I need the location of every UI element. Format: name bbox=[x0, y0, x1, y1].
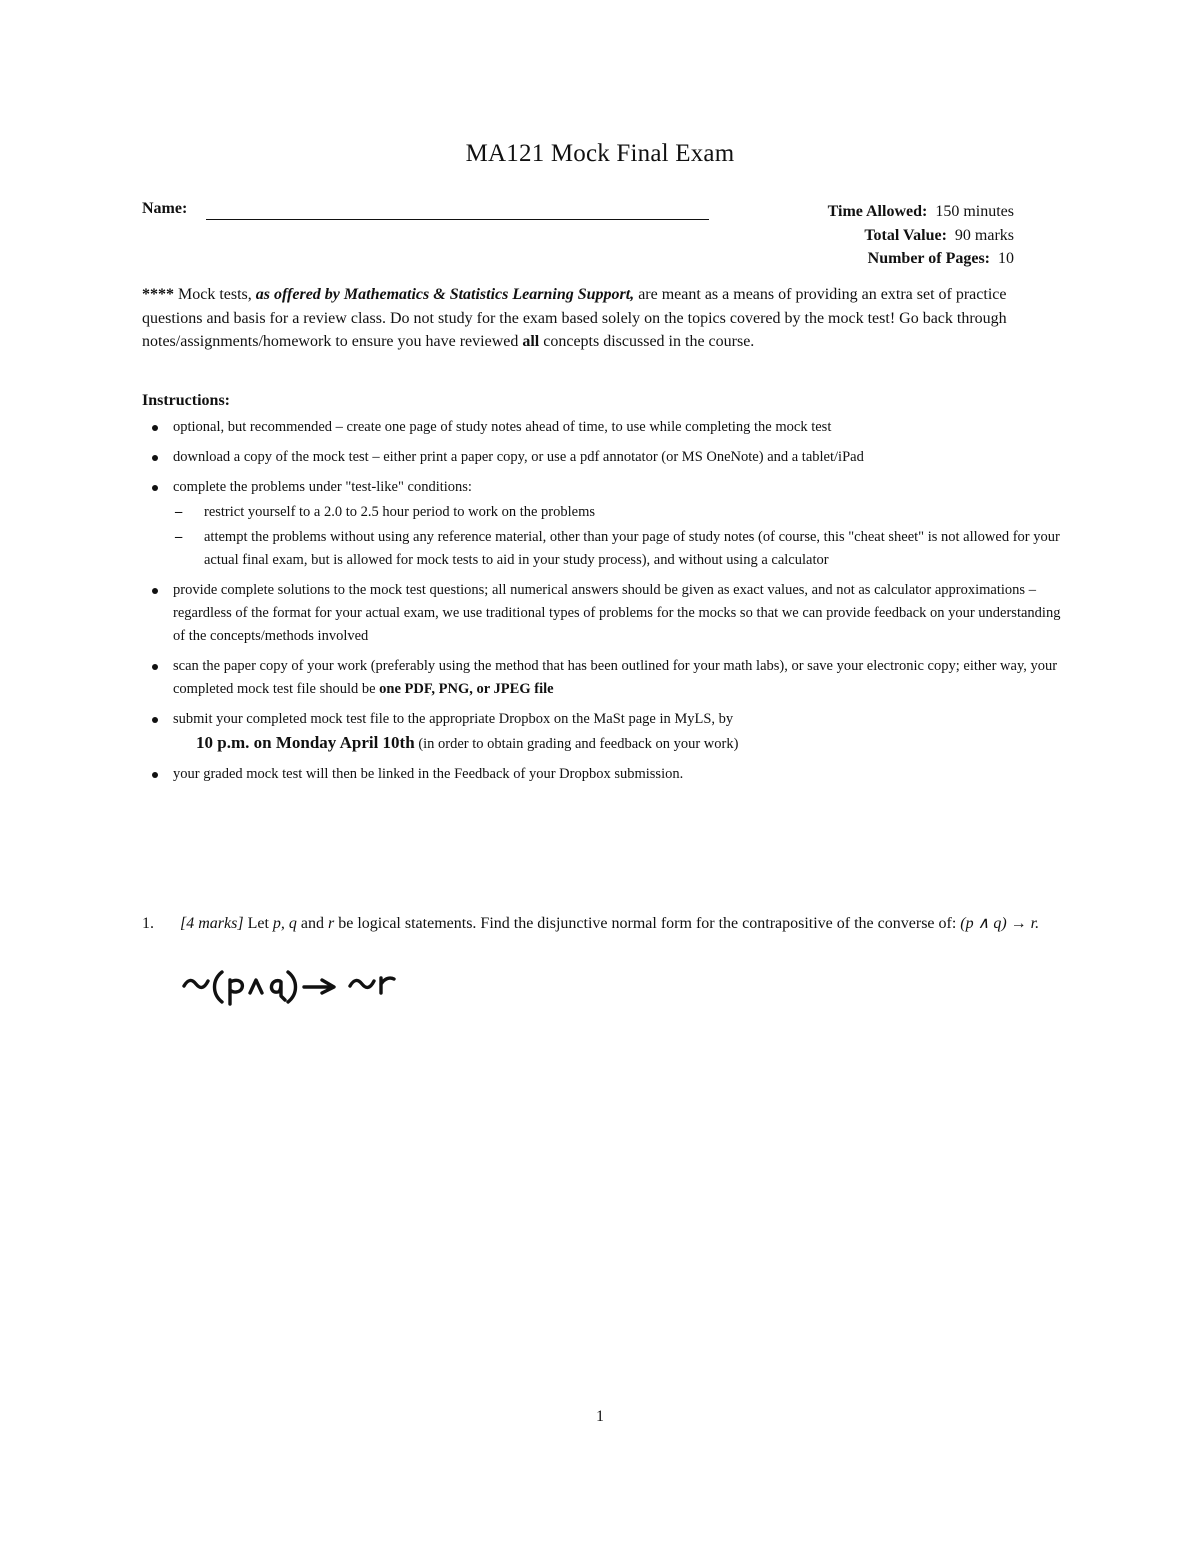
exam-meta bbox=[828, 200, 1014, 271]
number-of-pages bbox=[828, 247, 1014, 271]
file-format-emphasis: one PDF, PNG, or JPEG file bbox=[379, 681, 554, 697]
intro-all: all bbox=[522, 333, 540, 350]
instructions-list bbox=[148, 416, 1062, 793]
question-body bbox=[142, 912, 1062, 936]
list-item bbox=[148, 708, 1062, 756]
bullet-icon bbox=[152, 425, 158, 431]
number-of-pages-value: 10 bbox=[998, 250, 1014, 267]
instructions-heading: Instructions: bbox=[142, 392, 231, 409]
bullet-icon bbox=[152, 664, 158, 670]
time-allowed-value: 150 minutes bbox=[935, 203, 1014, 220]
instruction-text: complete the problems under "test-like" conditions: bbox=[173, 479, 472, 495]
intro-emphasis: as offered by Mathematics & Statistics Learning Support, bbox=[255, 286, 635, 303]
instruction-text: download a copy of the mock test – either print a paper copy, or use a pdf annotator (or MS OneNote) and a tablet/iPad bbox=[173, 449, 864, 465]
instruction-text: your graded mock test will then be linked in the Feedback of your Dropbox submission. bbox=[173, 766, 684, 782]
exam-title: MA121 Mock Final Exam bbox=[465, 140, 735, 167]
instruction-text: attempt the problems without using any reference material, other than your page of study notes (of course, this "cheat sheet" is not allowed for your actual final exam, but is allowed for mock tests to aid in your study process), and without using a calculator bbox=[204, 529, 1060, 568]
intro-rest-2: concepts discussed in the course. bbox=[539, 333, 755, 350]
name-underline bbox=[206, 219, 709, 220]
instruction-text: submit your completed mock test file to the appropriate Dropbox on the MaSt page in MyLS, by bbox=[173, 711, 734, 727]
time-allowed bbox=[828, 200, 1014, 224]
bullet-icon bbox=[152, 717, 158, 723]
intro-stars: **** bbox=[142, 286, 174, 303]
list-item bbox=[148, 446, 1062, 469]
sub-list-item bbox=[173, 526, 1062, 572]
question-text: Let bbox=[243, 915, 273, 932]
name-label: Name: bbox=[142, 200, 188, 217]
handwritten-answer bbox=[182, 966, 412, 1006]
instruction-text: scan the paper copy of your work (preferably using the method that has been outlined for your math labs), or save your electronic copy; either way, your completed mock test file should be bbox=[173, 658, 1058, 697]
bullet-icon bbox=[152, 588, 158, 594]
dash-icon: – bbox=[175, 529, 183, 545]
dash-icon: – bbox=[175, 504, 183, 520]
question-text: and bbox=[296, 915, 328, 932]
instruction-text: provide complete solutions to the mock test questions; all numerical answers should be given as exact values, and not as calculator approximations – regardless of the format for your actual exam, we use traditional types of problems for the mocks so that we can provide feedback on your understanding of the concepts/methods involved bbox=[173, 582, 1061, 644]
sub-list-item bbox=[173, 501, 1062, 524]
list-item bbox=[148, 579, 1062, 648]
intro-paragraph bbox=[142, 283, 1062, 354]
question-marks: [4 marks] bbox=[180, 915, 244, 932]
question-1 bbox=[142, 912, 1062, 936]
bullet-icon bbox=[152, 772, 158, 778]
list-item bbox=[148, 763, 1062, 786]
bullet-icon bbox=[152, 455, 158, 461]
list-item bbox=[148, 416, 1062, 439]
total-value bbox=[828, 224, 1014, 248]
question-expression: (p ∧ q) → r. bbox=[960, 915, 1040, 932]
question-text: be logical statements. Find the disjunctive normal form for the contrapositive of the converse of: bbox=[334, 915, 961, 932]
intro-rest-1: are meant as a means of providing an extra set of practice questions and basis for a review class. Do not study for the exam based solely on the topics covered by the mock test! Go back through notes/assignments/homework to ensure you have reviewed bbox=[142, 286, 1007, 350]
deadline-note: (in order to obtain grading and feedback on your work) bbox=[414, 736, 739, 752]
deadline: 10 p.m. on Monday April 10th bbox=[196, 733, 415, 752]
instruction-text: restrict yourself to a 2.0 to 2.5 hour period to work on the problems bbox=[204, 504, 596, 520]
time-allowed-label: Time Allowed: bbox=[827, 203, 928, 220]
question-number: 1. bbox=[142, 915, 154, 932]
question-var-r: r bbox=[328, 915, 335, 932]
list-item bbox=[148, 655, 1062, 701]
bullet-icon bbox=[152, 485, 158, 491]
deadline-line bbox=[173, 733, 739, 752]
total-value-value: 90 marks bbox=[954, 226, 1014, 244]
intro-lead: Mock tests, bbox=[174, 286, 256, 303]
number-of-pages-label: Number of Pages: bbox=[867, 250, 990, 267]
page-number: 1 bbox=[596, 1408, 604, 1425]
sub-list bbox=[173, 501, 1062, 572]
total-value-label: Total Value: bbox=[864, 226, 947, 244]
instruction-text: optional, but recommended – create one page of study notes ahead of time, to use while completing the mock test bbox=[173, 419, 832, 435]
list-item bbox=[148, 476, 1062, 572]
question-vars: p, q bbox=[272, 915, 297, 932]
